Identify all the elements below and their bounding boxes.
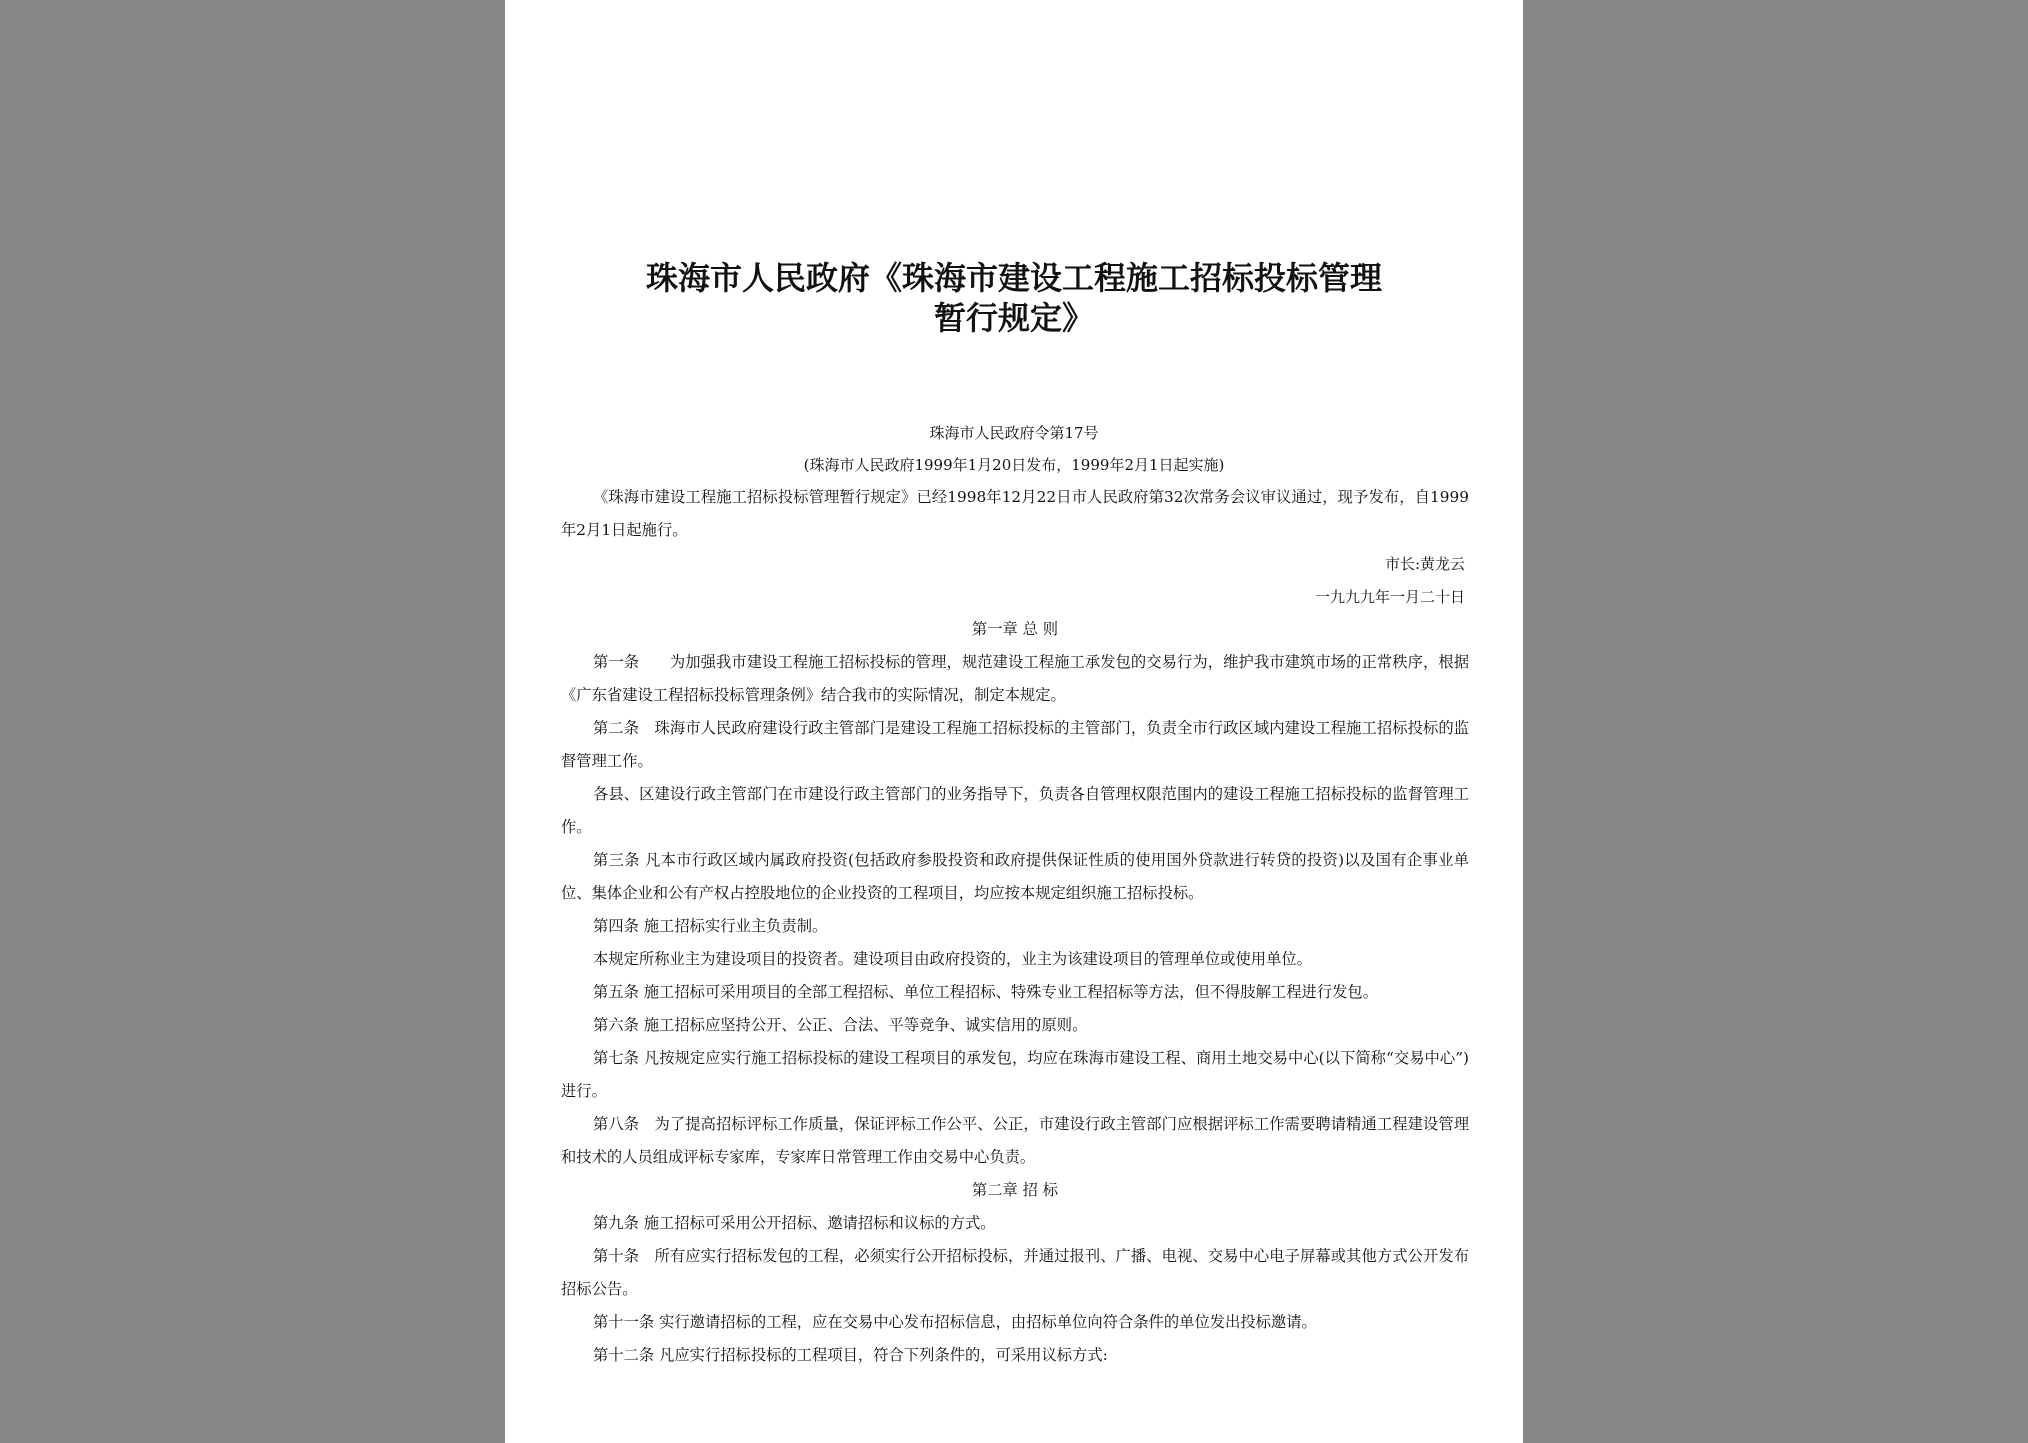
article-2-paragraph-2: 各县、区建设行政主管部门在市建设行政主管部门的业务指导下，负责各自管理权限范围内的建设工程施工招标投标的监督管理工作。: [561, 785, 1469, 836]
chapter-2-heading: 第二章 招 标: [971, 1181, 1059, 1199]
chapter-1-heading: 第一章 总 则: [971, 620, 1059, 638]
article-9: 第九条 施工招标可采用公开招标、邀请招标和议标的方式。: [593, 1214, 996, 1232]
article-10: 第十条 所有应实行招标发包的工程，必须实行公开招标投标，并通过报刊、广播、电视、交易中心电子屏幕或其他方式公开发布招标公告。: [561, 1247, 1469, 1298]
preamble: 《珠海市建设工程施工招标投标管理暂行规定》已经1998年12月22日市人民政府第32次常务会议审议通过，现予发布，自1999年2月1日起施行。: [561, 488, 1469, 539]
title-line-1: 珠海市人民政府《珠海市建设工程施工招标投标管理: [645, 259, 1382, 297]
article-2: 第二条 珠海市人民政府建设行政主管部门是建设工程施工招标投标的主管部门，负责全市行政区域内建设工程施工招标投标的监督管理工作。: [561, 719, 1469, 770]
article-4-paragraph-2: 本规定所称业主为建设项目的投资者。建设项目由政府投资的，业主为该建设项目的管理单位或使用单位。: [593, 950, 1312, 968]
preamble-block: [561, 481, 1469, 547]
document-title: [505, 258, 1523, 338]
publication-note: (珠海市人民政府1999年1月20日发布，1999年2月1日起实施): [803, 456, 1225, 474]
article-6: 第六条 施工招标应坚持公开、公正、合法、平等竞争、诚实信用的原则。: [593, 1016, 1088, 1034]
article-8: 第八条 为了提高招标评标工作质量，保证评标工作公平、公正，市建设行政主管部门应根据评标工作需要聘请精通工程建设管理和技术的人员组成评标专家库，专家库日常管理工作由交易中心负责。: [561, 1115, 1469, 1166]
signatory: 市长:黄龙云: [1384, 555, 1465, 573]
decree-number: 珠海市人民政府令第17号: [929, 424, 1099, 442]
article-3: 第三条 凡本市行政区域内属政府投资(包括政府参股投资和政府提供保证性质的使用国外贷款进行转贷的投资)以及国有企事业单位、集体企业和公有产权占控股地位的企业投资的工程项目，均应按本规定组织施工招标投标。: [561, 851, 1469, 902]
article-4: 第四条 施工招标实行业主负责制。: [593, 917, 828, 935]
article-1: 第一条 为加强我市建设工程施工招标投标的管理，规范建设工程施工承发包的交易行为，维护我市建筑市场的正常秩序，根据《广东省建设工程招标投标管理条例》结合我市的实际情况，制定本规定。: [561, 653, 1469, 704]
document-page: [505, 0, 1523, 1443]
article-7: 第七条 凡按规定应实行施工招标投标的建设工程项目的承发包，均应在珠海市建设工程、商用土地交易中心(以下简称“交易中心”)进行。: [561, 1049, 1469, 1100]
sign-date: 一九九九年一月二十日: [1314, 588, 1465, 606]
article-12: 第十二条 凡应实行招标投标的工程项目，符合下列条件的，可采用议标方式:: [593, 1346, 1108, 1364]
articles-body: [561, 613, 1469, 1372]
article-5: 第五条 施工招标可采用项目的全部工程招标、单位工程招标、特殊专业工程招标等方法，但不得肢解工程进行发包。: [593, 983, 1379, 1001]
title-line-2: 暂行规定》: [933, 299, 1094, 337]
article-11: 第十一条 实行邀请招标的工程，应在交易中心发布招标信息，由招标单位向符合条件的单位发出投标邀请。: [593, 1313, 1317, 1331]
